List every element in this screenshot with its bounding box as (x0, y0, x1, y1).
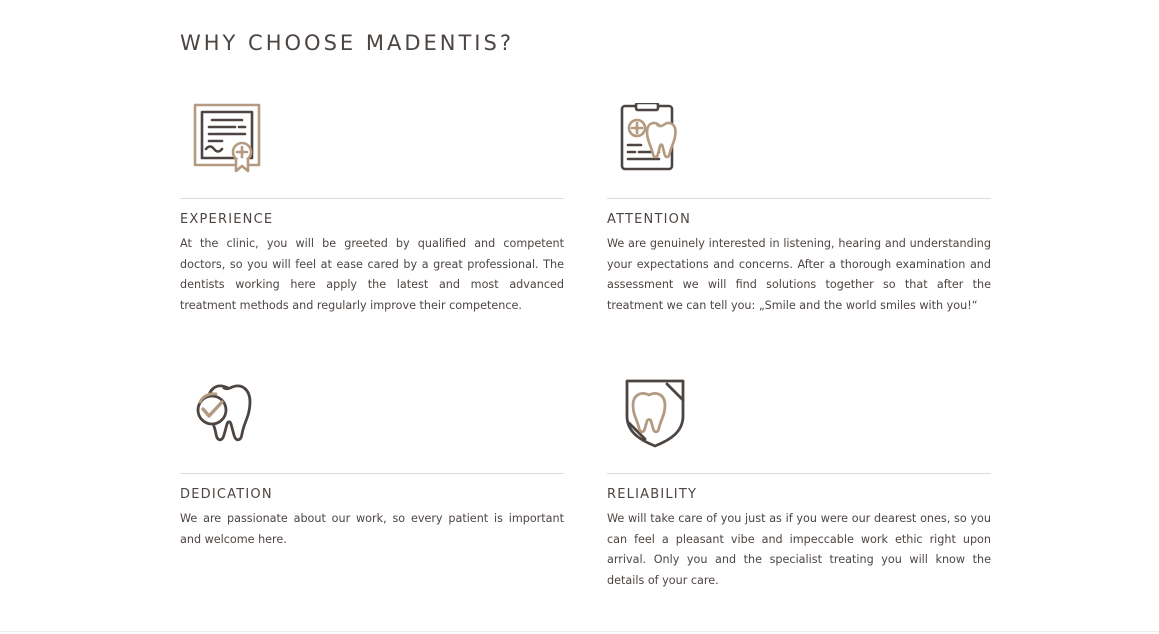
divider (607, 198, 991, 199)
feature-text: At the clinic, you will be greeted by qualified and competent doctors, so you will feel at ease cared by a great professional. The dentists working here apply the latest and most advanced treatment methods and regularly improve their competence. (180, 237, 564, 312)
feature-text: We are passionate about our work, so every patient is important and welcome here. (180, 512, 564, 546)
section-title: WHY CHOOSE MADENTIS? (180, 31, 514, 55)
certificate-icon (192, 103, 264, 175)
divider (180, 473, 564, 474)
feature-heading: RELIABILITY (607, 487, 698, 502)
dental-clipboard-icon (619, 103, 691, 175)
divider (180, 198, 564, 199)
feature-heading: EXPERIENCE (180, 212, 274, 227)
feature-heading: DEDICATION (180, 487, 273, 502)
feature-text: We are genuinely interested in listening, hearing and understanding your expectations and concerns. After a thorough examination and assessment we will find solutions together so that after the treatment we can tell you: „Smile and the world smiles with you!“ (607, 237, 991, 312)
feature-text: We will take care of you just as if you were our dearest ones, so you can feel a pleasant vibe and impeccable work ethic right upon arrival. Only you and the specialist treating you will know the details of your care. (607, 512, 991, 587)
tooth-check-icon (192, 378, 264, 450)
feature-heading: ATTENTION (607, 212, 692, 227)
tooth-shield-icon (619, 378, 691, 450)
section-bottom-divider (0, 631, 1159, 632)
divider (607, 473, 991, 474)
